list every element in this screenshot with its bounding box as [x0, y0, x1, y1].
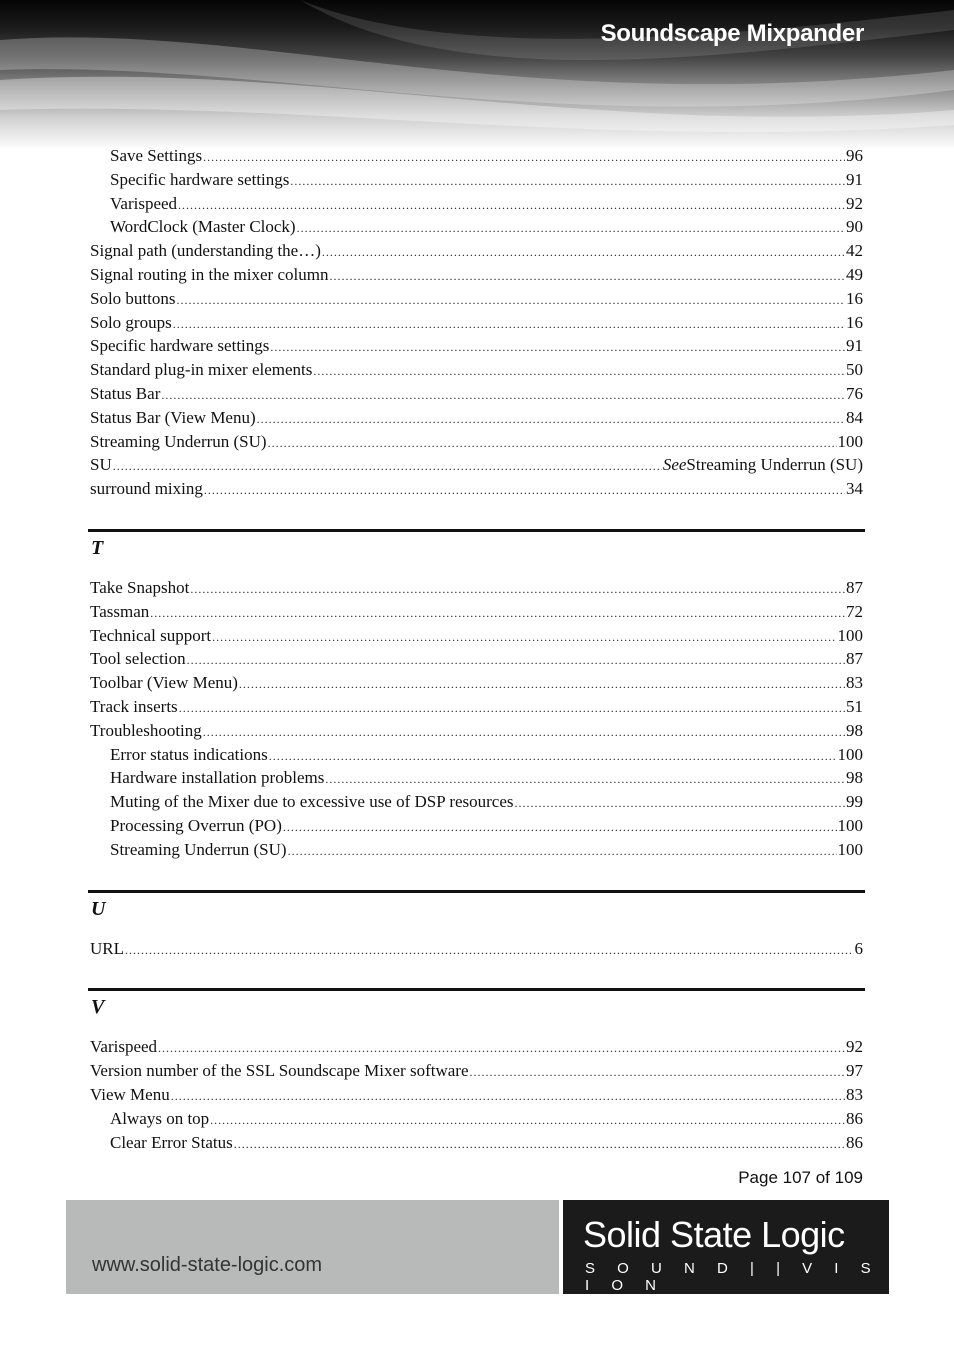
entry-label: Processing Overrun (PO) — [110, 815, 282, 835]
entry-label: Take Snapshot — [90, 577, 190, 597]
dot-leader — [187, 649, 845, 673]
index-entry — [90, 215, 863, 239]
website-link[interactable]: www.solid-state-logic.com — [92, 1254, 323, 1276]
dot-leader — [212, 626, 836, 650]
page-reference: 90 — [846, 217, 863, 237]
dot-leader — [283, 816, 837, 840]
entry-label: Varispeed — [110, 193, 178, 213]
index-entry — [90, 477, 863, 501]
entry-label: Solo groups — [90, 312, 172, 332]
entry-label: Track inserts — [90, 696, 178, 716]
index-entry — [90, 671, 863, 695]
entry-label: Toolbar (View Menu) — [90, 673, 238, 693]
entry-label: WordClock (Master Clock) — [110, 217, 296, 237]
dot-leader — [313, 360, 845, 384]
page-reference: 87 — [846, 649, 863, 669]
page-reference: 84 — [846, 407, 863, 427]
page-reference: 99 — [846, 792, 863, 812]
page-reference: 51 — [846, 696, 863, 716]
entry-label: Save Settings — [110, 146, 203, 165]
page-reference: 50 — [846, 360, 863, 380]
dot-leader — [179, 697, 845, 721]
entry-label: Muting of the Mixer due to excessive use of DSP resources — [110, 792, 514, 812]
page-reference: 100 — [837, 815, 863, 835]
page-reference: 91 — [846, 169, 863, 189]
index-entry — [90, 334, 863, 358]
page-reference: 6 — [854, 938, 863, 958]
index-entry — [90, 695, 863, 719]
entry-label: View Menu — [90, 1084, 170, 1104]
page-reference: 100 — [837, 625, 863, 645]
dot-leader — [325, 768, 845, 792]
page-reference: 97 — [846, 1061, 863, 1081]
page-reference: 98 — [846, 768, 863, 788]
index-entry — [90, 1083, 863, 1107]
page-reference: 83 — [846, 1084, 863, 1104]
dot-leader — [158, 1037, 845, 1061]
dot-leader — [322, 241, 845, 265]
document-title: Soundscape Mixpander — [600, 20, 864, 47]
page-reference: 91 — [846, 336, 863, 356]
entry-label: Specific hardware settings — [90, 336, 270, 356]
index-entry — [90, 838, 863, 862]
index-entry — [90, 192, 863, 216]
dot-leader — [178, 194, 845, 218]
ssl-logo — [563, 1200, 889, 1294]
index-section — [90, 988, 863, 1154]
index-entry — [90, 937, 863, 961]
index-entry — [90, 453, 863, 477]
entry-label: Streaming Underrun (SU) — [90, 431, 267, 451]
page-reference: 49 — [846, 264, 863, 284]
section-letter: T — [91, 536, 104, 559]
entry-label: Standard plug-in mixer elements — [90, 360, 313, 380]
page-reference: 87 — [846, 577, 863, 597]
index-entry — [90, 576, 863, 600]
index-entry — [90, 1035, 863, 1059]
index-list — [90, 144, 863, 1154]
page-reference: 92 — [846, 1037, 863, 1057]
dot-leader — [234, 1133, 845, 1157]
entry-label: Solo buttons — [90, 288, 176, 308]
index-entry — [90, 382, 863, 406]
dot-leader — [268, 432, 837, 456]
dot-leader — [203, 146, 845, 170]
index-entry — [90, 766, 863, 790]
dot-leader — [150, 602, 845, 626]
dot-leader — [161, 384, 845, 408]
entry-label: URL — [90, 938, 124, 958]
index-entry — [90, 358, 863, 382]
entry-label: Troubleshooting — [90, 720, 202, 740]
index-section — [90, 144, 863, 501]
page-reference: Streaming Underrun (SU) — [686, 455, 863, 475]
entry-label: Signal routing in the mixer column — [90, 264, 329, 284]
index-entry — [90, 430, 863, 454]
entry-label: Tool selection — [90, 649, 186, 669]
logo-wordmark: Solid State Logic — [583, 1214, 845, 1255]
entry-label: Version number of the SSL Soundscape Mixer software — [90, 1061, 469, 1081]
entry-label: Technical support — [90, 625, 212, 645]
index-entry — [90, 1059, 863, 1083]
logo-tagline: S O U N D | | V I S I O N — [585, 1260, 880, 1294]
entry-label: Clear Error Status — [110, 1132, 233, 1152]
index-entry — [90, 406, 863, 430]
page-reference: 16 — [846, 288, 863, 308]
index-entry — [90, 168, 863, 192]
dot-leader — [288, 840, 837, 864]
dot-leader — [125, 939, 854, 963]
section-letter: V — [91, 996, 105, 1019]
index-entry — [90, 1107, 863, 1131]
entry-label: Signal path (understanding the…) — [90, 241, 321, 261]
page-reference: 100 — [837, 431, 863, 451]
section-letter: U — [91, 897, 106, 920]
page-reference: 83 — [846, 673, 863, 693]
entry-label: Varispeed — [90, 1037, 158, 1057]
page-reference: 76 — [846, 383, 863, 403]
index-entry — [90, 647, 863, 671]
entry-label: Error status indications — [110, 744, 268, 764]
entry-label: Specific hardware settings — [110, 169, 290, 189]
page-reference: 42 — [846, 241, 863, 261]
entry-label: Streaming Underrun (SU) — [110, 839, 287, 859]
index-entry — [90, 239, 863, 263]
entry-label: surround mixing — [90, 479, 203, 499]
index-entry — [90, 814, 863, 838]
footer-url-panel — [66, 1200, 559, 1294]
dot-leader — [297, 217, 845, 241]
dot-leader — [203, 721, 845, 745]
dot-leader — [257, 408, 845, 432]
dot-leader — [171, 1085, 845, 1109]
page-number: Page 107 of 109 — [738, 1168, 863, 1187]
entry-label: Tassman — [90, 601, 150, 621]
index-entry — [90, 719, 863, 743]
entry-label: Status Bar (View Menu) — [90, 407, 256, 427]
dot-leader — [470, 1061, 846, 1085]
dot-leader — [177, 289, 846, 313]
page-reference: 92 — [846, 193, 863, 213]
dot-leader — [173, 313, 845, 337]
page-reference: 98 — [846, 720, 863, 740]
page-reference: 34 — [846, 479, 863, 499]
dot-leader — [269, 745, 837, 769]
page-reference: 96 — [846, 146, 863, 165]
index-entry — [90, 1131, 863, 1155]
see-reference: See — [662, 455, 687, 475]
entry-label: Status Bar — [90, 383, 161, 403]
page-reference: 72 — [846, 601, 863, 621]
index-entry — [90, 743, 863, 767]
index-section — [90, 890, 863, 961]
index-entry — [90, 790, 863, 814]
dot-leader — [329, 265, 845, 289]
dot-leader — [290, 170, 845, 194]
entry-label: Always on top — [110, 1108, 210, 1128]
dot-leader — [515, 792, 845, 816]
index-entry — [90, 311, 863, 335]
page-reference: 86 — [846, 1108, 863, 1128]
page-reference: 86 — [846, 1132, 863, 1152]
entry-label: SU — [90, 455, 112, 475]
index-entry — [90, 263, 863, 287]
dot-leader — [113, 455, 662, 479]
dot-leader — [239, 673, 845, 697]
page-reference: 16 — [846, 312, 863, 332]
page-reference: 100 — [837, 744, 863, 764]
dot-leader — [210, 1109, 845, 1133]
entry-label: Hardware installation problems — [110, 768, 325, 788]
index-section — [90, 529, 863, 862]
header-banner — [0, 0, 954, 150]
dot-leader — [190, 578, 845, 602]
index-entry — [90, 287, 863, 311]
dot-leader — [270, 336, 845, 360]
index-entry — [90, 600, 863, 624]
page-reference: 100 — [837, 839, 863, 859]
index-entry — [90, 144, 863, 168]
index-entry — [90, 624, 863, 648]
dot-leader — [204, 479, 845, 503]
